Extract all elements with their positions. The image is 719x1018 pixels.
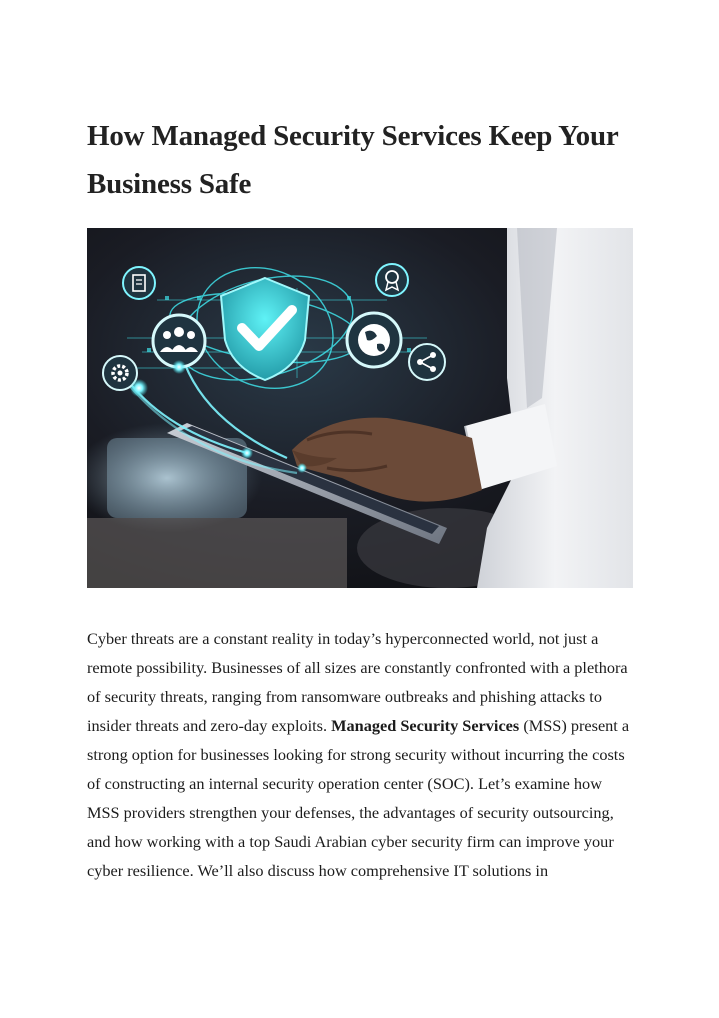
users-icon xyxy=(153,315,205,367)
hero-image xyxy=(87,228,633,588)
page-title: How Managed Security Services Keep Your Business Safe xyxy=(87,120,619,200)
intro-text-1: Cyber threats are a constant reality in today’s hyperconnected world, not just a remote possibility. Businesses of all sizes are constantly confronted with a plethora of security threats, ranging from ransomware outbreaks and phishing attacks to insider threats and zero-day exploits. xyxy=(87,629,628,735)
mss-bold-term: Managed Security Services xyxy=(331,716,520,735)
share-icon xyxy=(409,344,445,380)
badge-icon xyxy=(376,264,408,296)
document-icon xyxy=(123,267,155,299)
intro-paragraph xyxy=(87,624,637,885)
intro-text-2: (MSS) present a strong option for businesses looking for strong security without incurring the costs of constructing an internal security operation center (SOC). Let’s examine how MSS providers strengthen your defenses, the advantages of security outsourcing, and how working with a top Saudi Arabian cyber security firm can improve your cyber resilience. We’ll also discuss how comprehensive IT solutions in xyxy=(87,716,630,880)
globe-icon xyxy=(347,313,401,367)
